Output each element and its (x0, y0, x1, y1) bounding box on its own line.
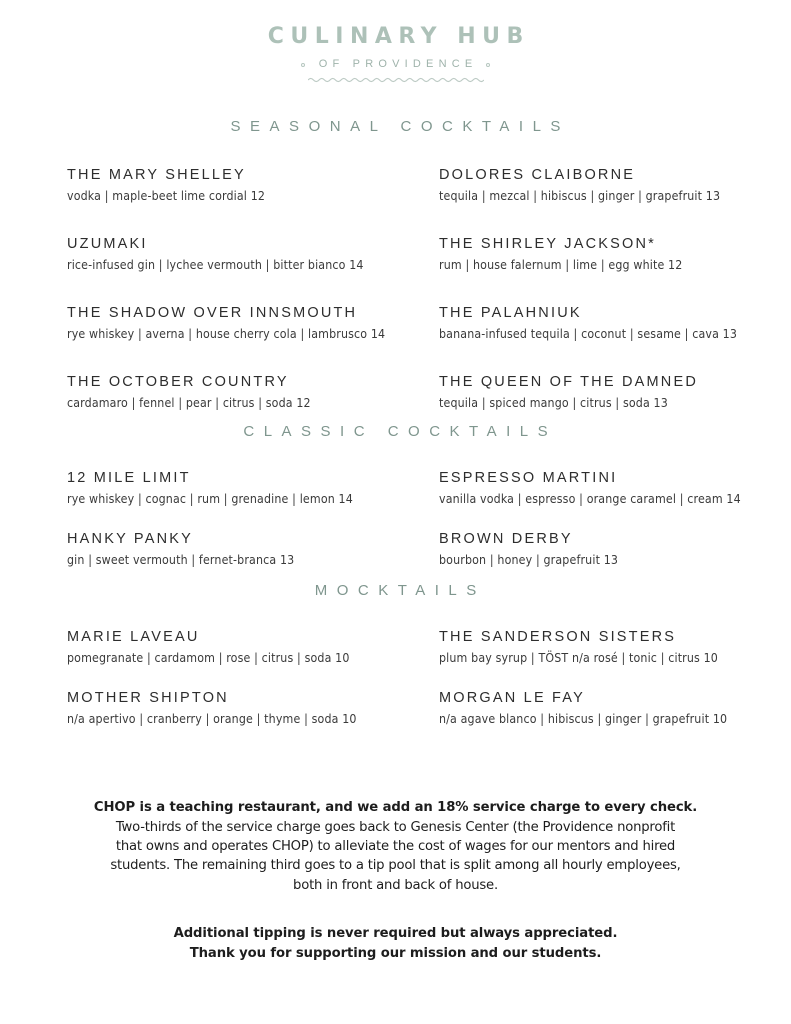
item-description: tequila | mezcal | hibiscus | ginger | grapefruit 13 (439, 189, 721, 204)
item-description: cardamaro | fennel | pear | citrus | soda 12 (67, 396, 311, 411)
item-name: 12 MILE LIMIT (67, 470, 191, 486)
item-description: n/a apertivo | cranberry | orange | thyme | soda 10 (67, 712, 357, 727)
item-description: banana-infused tequila | coconut | sesame | cava 13 (439, 327, 738, 342)
footer-body-line: Two-thirds of the service charge goes back to Genesis Center (the Providence nonprofit (115, 820, 676, 836)
item-name: THE MARY SHELLEY (67, 167, 246, 183)
service-charge-statement: CHOP is a teaching restaurant, and we add an 18% service charge to every check. (93, 800, 698, 815)
footer-closing-line: Thank you for supporting our mission and our students. (189, 945, 602, 961)
menu-item (439, 690, 727, 751)
menu-item (439, 470, 741, 531)
footer-body-line: that owns and operates CHOP) to alleviate the cost of wages for our mentors and hired (115, 839, 676, 855)
menu-header (0, 0, 791, 83)
footer-closing-line: Additional tipping is never required but always appreciated. (173, 925, 618, 941)
item-name: HANKY PANKY (67, 531, 194, 547)
menu-item (439, 629, 727, 690)
restaurant-logo-name: CULINARY HUB (267, 24, 530, 49)
menu-item (67, 690, 439, 751)
circle-ornament-left-icon (301, 63, 305, 67)
section-classic-cocktails (0, 424, 791, 592)
footer-body-line: both in front and back of house. (293, 877, 498, 893)
circle-ornament-right-icon (486, 63, 490, 67)
item-name: MARIE LAVEAU (67, 629, 200, 645)
item-name: THE OCTOBER COUNTRY (67, 374, 289, 390)
restaurant-logo-subtitle: OF PROVIDENCE (318, 58, 478, 70)
service-charge-details (62, 818, 729, 895)
item-description: plum bay syrup | TÖST n/a rosé | tonic | citrus 10 (439, 651, 718, 666)
item-description: vanilla vodka | espresso | orange caramel | cream 14 (439, 492, 741, 507)
menu-item (439, 305, 737, 374)
item-description: tequila | spiced mango | citrus | soda 13 (439, 396, 668, 411)
menu-item (67, 629, 439, 690)
item-description: rye whiskey | cognac | rum | grenadine | lemon 14 (67, 492, 353, 507)
item-name: THE SHIRLEY JACKSON* (439, 236, 656, 252)
footer-notice (0, 798, 791, 963)
section-heading-classic: CLASSIC COCKTAILS (243, 423, 558, 440)
section-heading-seasonal: SEASONAL COCKTAILS (230, 118, 570, 135)
item-name: THE SANDERSON SISTERS (439, 629, 677, 645)
item-description: rum | house falernum | lime | egg white 12 (439, 258, 683, 273)
item-description: pomegranate | cardamom | rose | citrus | soda 10 (67, 651, 350, 666)
item-name: UZUMAKI (67, 236, 148, 252)
item-name: MOTHER SHIPTON (67, 690, 229, 706)
item-description: bourbon | honey | grapefruit 13 (439, 553, 619, 568)
item-name: THE QUEEN OF THE DAMNED (439, 374, 698, 390)
item-description: rice-infused gin | lychee vermouth | bitter bianco 14 (67, 258, 364, 273)
item-description: n/a agave blanco | hibiscus | ginger | grapefruit 10 (439, 712, 728, 727)
menu-item (439, 236, 737, 305)
section-heading-mocktails: MOCKTAILS (314, 582, 486, 599)
item-name: THE SHADOW OVER INNSMOUTH (67, 305, 358, 321)
menu-item (439, 167, 737, 236)
tipping-statement (62, 924, 729, 964)
item-description: rye whiskey | averna | house cherry cola | lambrusco 14 (67, 327, 386, 342)
menu-list-classic (0, 470, 791, 592)
menu-item (67, 236, 439, 305)
menu-item (67, 167, 439, 236)
menu-item (67, 305, 439, 374)
item-description: vodka | maple-beet lime cordial 12 (67, 189, 266, 204)
item-name: MORGAN LE FAY (439, 690, 585, 706)
logo-subtitle-row (0, 59, 791, 70)
item-name: BROWN DERBY (439, 531, 573, 547)
menu-list-mocktails (0, 629, 791, 751)
menu-item (67, 470, 439, 531)
item-description: gin | sweet vermouth | fernet-branca 13 (67, 553, 295, 568)
section-mocktails (0, 583, 791, 751)
wavy-divider-icon (308, 76, 484, 83)
menu-list-seasonal (0, 167, 791, 443)
item-name: ESPRESSO MARTINI (439, 470, 618, 486)
section-seasonal-cocktails (0, 119, 791, 443)
item-name: THE PALAHNIUK (439, 305, 582, 321)
item-name: DOLORES CLAIBORNE (439, 167, 636, 183)
footer-body-line: students. The remaining third goes to a tip pool that is split among all hourly employees, (110, 858, 681, 874)
